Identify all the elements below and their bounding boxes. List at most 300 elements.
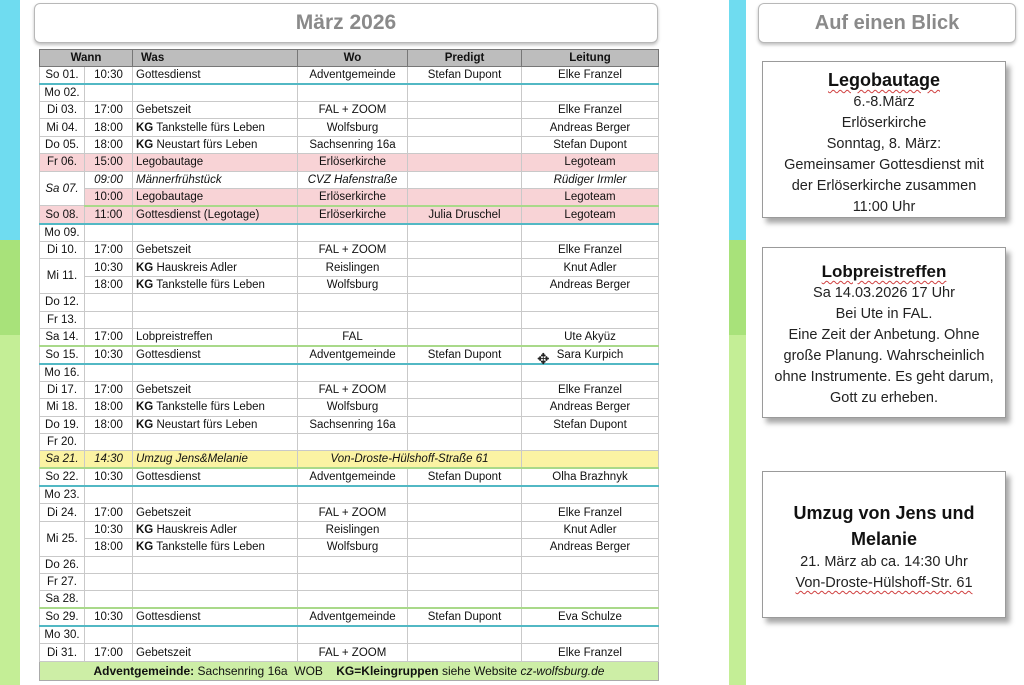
event-cell (133, 84, 298, 102)
leader-cell: Elke Franzel (522, 241, 659, 258)
preacher-cell (408, 486, 522, 504)
day-cell: Fr 20. (40, 434, 85, 451)
leader-cell: Legoteam (522, 154, 659, 171)
umzug-line2-text: Von-Droste-Hülshoff-Str. 61 (795, 575, 973, 591)
event-text: Gottesdienst (136, 69, 201, 81)
leader-cell: Knut Adler (522, 521, 659, 538)
event-text: Legobautage (136, 156, 204, 169)
preacher-cell (408, 188, 522, 206)
location-cell: Erlöserkirche (298, 154, 408, 171)
event-cell (133, 451, 298, 469)
day-cell: Mo 16. (40, 364, 85, 382)
preacher-cell: Stefan Dupont (408, 67, 522, 85)
day-cell: Mi 04. (40, 119, 85, 136)
preacher-cell (408, 241, 522, 258)
table-row[interactable] (40, 626, 659, 644)
day-cell: Sa 28. (40, 591, 85, 609)
day-cell: So 22. (40, 468, 85, 486)
location-cell: Wolfsburg (298, 399, 408, 416)
kleingruppe-tag: KG (136, 524, 154, 537)
lego-info-box[interactable] (762, 61, 1006, 218)
event-cell (133, 416, 298, 433)
leader-cell (522, 434, 659, 451)
day-cell: So 15. (40, 346, 85, 364)
event-cell (133, 434, 298, 451)
table-row[interactable] (40, 451, 659, 469)
event-text: Tankstelle fürs Leben (156, 401, 265, 414)
location-cell (298, 294, 408, 311)
location-cell (298, 84, 408, 102)
time-cell: 11:00 (85, 206, 133, 224)
preacher-cell (408, 311, 522, 328)
time-cell: 18:00 (85, 399, 133, 416)
time-cell: 18:00 (85, 136, 133, 153)
preacher-cell (408, 294, 522, 311)
preacher-cell (408, 224, 522, 242)
leader-cell (522, 451, 659, 469)
time-cell: 10:30 (85, 521, 133, 538)
location-cell: FAL + ZOOM (298, 381, 408, 398)
event-text: Männerfrühstück (136, 173, 222, 186)
glance-title: Auf einen Blick (814, 11, 960, 34)
day-cell: Mo 30. (40, 626, 85, 644)
time-cell: 10:30 (85, 259, 133, 276)
month-title: März 2026 (295, 11, 397, 34)
footer-bold2: KG=Kleingruppen (336, 663, 439, 678)
leader-cell: Knut Adler (522, 259, 659, 276)
event-cell (133, 102, 298, 119)
time-cell: 10:30 (85, 468, 133, 486)
day-cell: Di 03. (40, 102, 85, 119)
footer-text1: Sachsenring 16a WOB (194, 663, 337, 678)
table-footer-row (40, 661, 659, 680)
leader-cell (522, 626, 659, 644)
lego-heading (763, 68, 1005, 92)
preacher-cell (408, 84, 522, 102)
event-cell (133, 556, 298, 573)
time-cell: 18:00 (85, 539, 133, 556)
table-header-row (40, 50, 659, 67)
day-cell: Mo 23. (40, 486, 85, 504)
leader-cell (522, 224, 659, 242)
lego-line6: 11:00 Uhr (852, 199, 916, 215)
event-cell (133, 119, 298, 136)
time-cell (85, 311, 133, 328)
event-text: Gottesdienst (136, 611, 201, 624)
table-row[interactable] (40, 154, 659, 171)
table-row[interactable] (40, 119, 659, 136)
location-cell: FAL + ZOOM (298, 241, 408, 258)
day-cell: Sa 07. (40, 171, 85, 206)
location-cell: Adventgemeinde (298, 346, 408, 364)
time-cell: 14:30 (85, 451, 133, 469)
event-cell (133, 381, 298, 398)
table-row[interactable] (40, 416, 659, 433)
event-cell (133, 154, 298, 171)
table-row[interactable] (40, 486, 659, 504)
kleingruppe-tag: KG (136, 541, 154, 554)
day-cell: Sa 21. (40, 451, 85, 469)
preacher-cell: Stefan Dupont (408, 608, 522, 626)
table-row[interactable] (40, 434, 659, 451)
preacher-cell (408, 434, 522, 451)
preacher-cell: Stefan Dupont (408, 346, 522, 364)
location-cell (298, 574, 408, 591)
lego-line3: Sonntag, 8. März: (826, 136, 942, 152)
leader-cell: Andreas Berger (522, 119, 659, 136)
event-cell (133, 608, 298, 626)
event-cell (133, 346, 298, 364)
table-row[interactable] (40, 539, 659, 556)
event-text: Gebetszeit (136, 646, 191, 659)
event-cell (133, 224, 298, 242)
location-cell: Erlöserkirche (298, 206, 408, 224)
schedule-table[interactable] (39, 49, 659, 681)
table-row[interactable] (40, 136, 659, 153)
location-cell (298, 224, 408, 242)
leader-cell (522, 294, 659, 311)
table-row[interactable] (40, 171, 659, 188)
kleingruppe-tag: KG (136, 261, 154, 274)
leader-cell: Eva Schulze (522, 608, 659, 626)
lobpreis-line2: Bei Ute in FAL. (835, 306, 933, 322)
time-cell: 18:00 (85, 119, 133, 136)
leader-cell: Legoteam (522, 206, 659, 224)
header-wann: Wann (40, 50, 133, 67)
day-cell: So 08. (40, 206, 85, 224)
time-cell (85, 626, 133, 644)
location-cell: FAL + ZOOM (298, 102, 408, 119)
table-row[interactable] (40, 346, 659, 364)
location-cell: Adventgemeinde (298, 608, 408, 626)
header-predigt: Predigt (408, 50, 522, 67)
leader-cell: Elke Franzel (522, 102, 659, 119)
month-title-box[interactable] (34, 3, 658, 43)
leader-cell: Legoteam (522, 188, 659, 206)
time-cell: 17:00 (85, 241, 133, 258)
event-cell (133, 486, 298, 504)
event-text: Neustart fürs Leben (156, 138, 258, 151)
lobpreis-line3: Eine Zeit der Anbetung. Ohne (788, 327, 980, 343)
event-cell (133, 294, 298, 311)
day-cell: Di 24. (40, 504, 85, 521)
left-stripe-blue (0, 0, 20, 240)
time-cell: 10:30 (85, 67, 133, 85)
preacher-cell (408, 644, 522, 661)
table-row[interactable] (40, 574, 659, 591)
location-cell: Adventgemeinde (298, 67, 408, 85)
kleingruppe-tag: KG (136, 401, 154, 414)
table-row[interactable] (40, 188, 659, 206)
day-cell: Mo 09. (40, 224, 85, 242)
location-cell: Sachsenring 16a (298, 136, 408, 153)
preacher-cell (408, 399, 522, 416)
lobpreis-line4: große Planung. Wahrscheinlich (783, 348, 985, 364)
time-cell (85, 434, 133, 451)
event-text: Hauskreis Adler (156, 524, 237, 537)
footer-bold1: Adventgemeinde: (93, 663, 195, 678)
event-cell (133, 328, 298, 346)
table-row[interactable] (40, 67, 659, 85)
event-text: Neustart fürs Leben (156, 418, 258, 431)
day-cell: Do 26. (40, 556, 85, 573)
time-cell: 17:00 (85, 644, 133, 661)
table-row[interactable] (40, 102, 659, 119)
event-text: Lobpreistreffen (136, 330, 213, 343)
leader-cell: Stefan Dupont (522, 416, 659, 433)
lobpreis-line1: Sa 14.03.2026 17 Uhr (813, 285, 955, 301)
event-text: Gebetszeit (136, 506, 191, 519)
event-cell (133, 311, 298, 328)
leader-cell (522, 556, 659, 573)
event-cell (133, 574, 298, 591)
preacher-cell (408, 416, 522, 433)
day-cell: So 29. (40, 608, 85, 626)
preacher-cell (408, 259, 522, 276)
day-cell: Do 19. (40, 416, 85, 433)
event-cell (133, 399, 298, 416)
location-cell: Reislingen (298, 521, 408, 538)
location-cell (298, 626, 408, 644)
day-cell: Mi 25. (40, 521, 85, 556)
leader-cell (522, 591, 659, 609)
event-text: Hauskreis Adler (156, 261, 237, 274)
leader-cell: Ute Akyüz (522, 328, 659, 346)
preacher-cell (408, 574, 522, 591)
time-cell (85, 591, 133, 609)
time-cell (85, 294, 133, 311)
header-wo: Wo (298, 50, 408, 67)
preacher-cell (408, 381, 522, 398)
event-text: Gebetszeit (136, 104, 191, 117)
day-cell: Do 05. (40, 136, 85, 153)
time-cell: 18:00 (85, 416, 133, 433)
lobpreis-info-box[interactable] (762, 247, 1006, 418)
preacher-cell (408, 539, 522, 556)
day-cell: Fr 27. (40, 574, 85, 591)
event-text: Tankstelle fürs Leben (156, 541, 265, 554)
event-cell (133, 504, 298, 521)
event-text: Gottesdienst (136, 348, 201, 361)
event-text: Umzug Jens&Melanie (136, 453, 248, 466)
kleingruppe-tag: KG (136, 418, 154, 431)
footer-text2: siehe Website (438, 663, 521, 678)
preacher-cell (408, 364, 522, 382)
table-row[interactable] (40, 608, 659, 626)
time-cell: 10:30 (85, 608, 133, 626)
umzug-heading: Umzug von Jens und Melanie (793, 503, 975, 549)
event-cell (133, 521, 298, 538)
day-cell: Mi 18. (40, 399, 85, 416)
time-cell: 17:00 (85, 328, 133, 346)
lego-line5: der Erlöserkirche zusammen (791, 178, 977, 194)
time-cell: 17:00 (85, 381, 133, 398)
preacher-cell (408, 556, 522, 573)
umzug-line2 (763, 573, 1005, 594)
leader-cell (522, 311, 659, 328)
header-was: Was (133, 50, 298, 67)
location-cell (298, 556, 408, 573)
lobpreis-line5: ohne Instrumente. Es geht darum, (774, 369, 994, 385)
footer-cell (40, 661, 659, 680)
table-row[interactable] (40, 206, 659, 224)
lego-line1: 6.-8.März (853, 94, 915, 110)
event-cell (133, 626, 298, 644)
event-cell (133, 644, 298, 661)
table-row[interactable] (40, 364, 659, 382)
table-row[interactable] (40, 556, 659, 573)
leader-cell: Andreas Berger (522, 399, 659, 416)
time-cell: 17:00 (85, 504, 133, 521)
table-row[interactable] (40, 381, 659, 398)
leader-cell (522, 486, 659, 504)
day-cell: Di 31. (40, 644, 85, 661)
leader-cell: Elke Franzel (522, 644, 659, 661)
lego-line2: Erlöserkirche (841, 115, 927, 131)
preacher-cell (408, 521, 522, 538)
leader-cell: Elke Franzel (522, 504, 659, 521)
table-row[interactable] (40, 399, 659, 416)
leader-cell: Elke Franzel (522, 381, 659, 398)
umzug-info-box[interactable] (762, 471, 1006, 618)
event-cell (133, 364, 298, 382)
leader-cell: Olha Brazhnyk (522, 468, 659, 486)
move-cursor-icon: ✥ (537, 351, 550, 368)
glance-title-box[interactable] (758, 3, 1016, 43)
event-text: Tankstelle fürs Leben (156, 278, 265, 291)
table-row[interactable] (40, 468, 659, 486)
location-cell: FAL + ZOOM (298, 644, 408, 661)
leader-cell: Andreas Berger (522, 276, 659, 293)
day-cell: Sa 14. (40, 328, 85, 346)
kleingruppe-tag: KG (136, 121, 154, 134)
table-row[interactable] (40, 259, 659, 276)
location-cell (298, 434, 408, 451)
event-cell (133, 241, 298, 258)
event-cell (133, 591, 298, 609)
schedule-body (40, 67, 659, 662)
leader-cell (522, 84, 659, 102)
preacher-cell (408, 276, 522, 293)
header-leitung: Leitung (522, 50, 659, 67)
event-cell (133, 136, 298, 153)
table-row[interactable] (40, 504, 659, 521)
event-text: Gebetszeit (136, 244, 191, 257)
time-cell (85, 486, 133, 504)
left-stripe-lightgreen (0, 335, 20, 685)
time-cell: 18:00 (85, 276, 133, 293)
lobpreis-line6: Gott zu erheben. (829, 390, 938, 406)
location-cell: Wolfsburg (298, 276, 408, 293)
table-row[interactable] (40, 311, 659, 328)
right-stripe-green (729, 240, 746, 335)
location-cell: Von-Droste-Hülshoff-Straße 61 (298, 451, 522, 469)
table-row[interactable] (40, 644, 659, 661)
table-row[interactable] (40, 521, 659, 538)
location-cell (298, 486, 408, 504)
event-cell (133, 67, 298, 85)
lobpreis-heading (763, 260, 1005, 283)
day-cell: Mo 02. (40, 84, 85, 102)
event-text: Tankstelle fürs Leben (156, 121, 265, 134)
leader-cell: Andreas Berger (522, 539, 659, 556)
location-cell: Erlöserkirche (298, 188, 408, 206)
table-row[interactable] (40, 276, 659, 293)
day-cell: Di 10. (40, 241, 85, 258)
leader-cell: Elke Franzel (522, 67, 659, 85)
time-cell: 10:30 (85, 346, 133, 364)
location-cell: CVZ Hafenstraße (298, 171, 408, 188)
table-row[interactable] (40, 84, 659, 102)
time-cell: 10:00 (85, 188, 133, 206)
footer-website-link[interactable]: cz-wolfsburg.de (520, 663, 605, 678)
location-cell: FAL + ZOOM (298, 504, 408, 521)
time-cell (85, 556, 133, 573)
time-cell: 17:00 (85, 102, 133, 119)
leader-cell (522, 574, 659, 591)
right-stripe-lightgreen (729, 335, 746, 685)
day-cell: Mi 11. (40, 259, 85, 294)
location-cell (298, 591, 408, 609)
event-cell (133, 206, 298, 224)
event-cell (133, 259, 298, 276)
preacher-cell (408, 154, 522, 171)
preacher-cell (408, 328, 522, 346)
preacher-cell (408, 626, 522, 644)
location-cell: Reislingen (298, 259, 408, 276)
day-cell: Fr 06. (40, 154, 85, 171)
preacher-cell: Stefan Dupont (408, 468, 522, 486)
kleingruppe-tag: KG (136, 278, 154, 291)
preacher-cell (408, 591, 522, 609)
left-stripe-green (0, 240, 20, 335)
table-row[interactable] (40, 241, 659, 258)
location-cell (298, 311, 408, 328)
day-cell: Di 17. (40, 381, 85, 398)
preacher-cell: Julia Druschel (408, 206, 522, 224)
table-row[interactable] (40, 591, 659, 609)
event-cell (133, 188, 298, 206)
event-text: Gottesdienst (136, 471, 201, 484)
table-row[interactable] (40, 294, 659, 311)
time-cell: 15:00 (85, 154, 133, 171)
preacher-cell (408, 136, 522, 153)
time-cell (85, 224, 133, 242)
location-cell: Sachsenring 16a (298, 416, 408, 433)
kleingruppe-tag: KG (136, 138, 154, 151)
table-row[interactable] (40, 224, 659, 242)
location-cell: Wolfsburg (298, 119, 408, 136)
leader-cell: Rüdiger Irmler (522, 171, 659, 188)
location-cell: Wolfsburg (298, 539, 408, 556)
location-cell: Adventgemeinde (298, 468, 408, 486)
event-cell (133, 468, 298, 486)
time-cell (85, 574, 133, 591)
location-cell: FAL (298, 328, 408, 346)
event-text: Gottesdienst (Legotage) (136, 208, 260, 221)
day-cell: So 01. (40, 67, 85, 85)
event-cell (133, 539, 298, 556)
time-cell (85, 84, 133, 102)
preacher-cell (408, 171, 522, 188)
time-cell (85, 364, 133, 382)
day-cell: Fr 13. (40, 311, 85, 328)
preacher-cell (408, 504, 522, 521)
event-cell (133, 276, 298, 293)
table-row[interactable] (40, 328, 659, 346)
event-text: Gebetszeit (136, 384, 191, 397)
right-stripe-blue (729, 0, 746, 240)
